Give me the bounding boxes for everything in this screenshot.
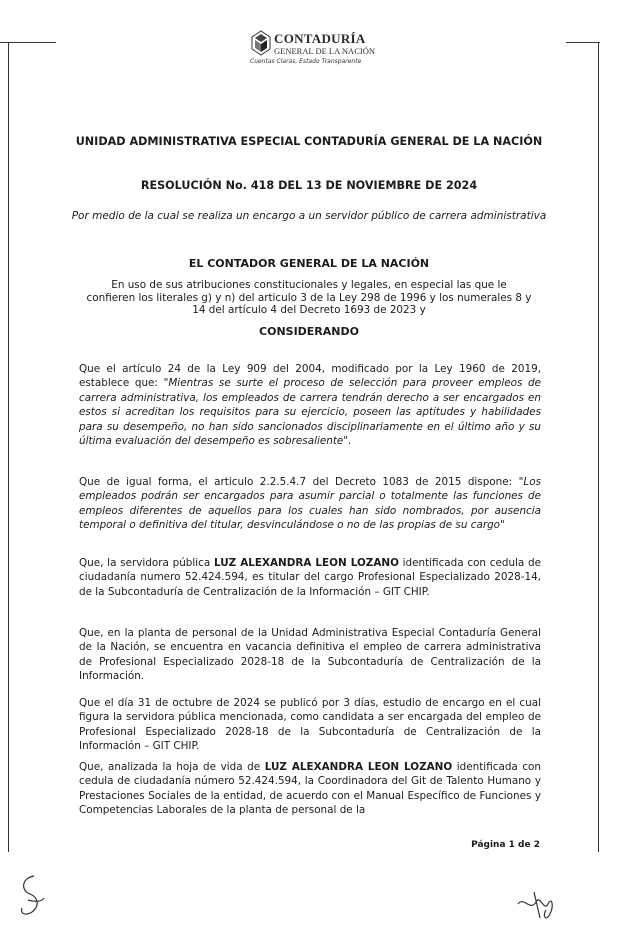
page-number: Página 1 de 2 <box>471 840 540 850</box>
initials-right-signature <box>514 882 560 924</box>
intro-paragraph: En uso de sus atribuciones constitucionales y legales, en especial las que le confieren los literales g) y n) del articulo 3 de la Ley 298 de 1996 y los numerales 8 y 14 del artículo 4 del Decreto 1693 de 2023 y <box>86 279 532 316</box>
paragraph-2-lead: Que de igual forma, el articulo 2.2.5.4.7 del Decreto 1083 de 2015 dispone: <box>79 476 519 488</box>
initials-left-signature <box>14 872 50 920</box>
paragraph-5: Que el día 31 de octubre de 2024 se publicó por 3 días, estudio de encargo en el cual figura la servidora pública mencionada, como candidata a ser encargada del empleo de Profesional Especializado 2028-18 de la Subcontaduría de Centralización de la Información – GIT CHIP. <box>79 697 541 753</box>
frame-line-right <box>598 42 599 852</box>
paragraph-6-b: identificada con cedula de ciudadanía número 52.424.594, la Coordinadora del Git de Talento Humano y Prestaciones Sociales de la entidad, de acuerdo con el Manual Específico de Funciones y Competencias Laborales de la planta de personal de la <box>79 761 541 817</box>
paragraph-1 <box>79 362 541 448</box>
resolution-number: RESOLUCIÓN No. 418 DEL 13 DE NOVIEMBRE DE 2024 <box>140 179 478 192</box>
paragraph-2 <box>79 475 541 533</box>
paragraph-4: Que, en la planta de personal de la Unidad Administrativa Especial Contaduría General de la Nación, se encuentra en vacancia definitiva el empleo de carrera administrativa de Profesional Especializado 2028-18 de la Subcontaduría de Centralización de la Información. <box>79 627 541 683</box>
paragraph-3 <box>79 556 541 599</box>
paragraph-3-a: Que, la servidora pública <box>79 557 214 569</box>
logo-tagline: Cuentas Claras, Estado Transparente <box>250 58 362 65</box>
paragraph-1-quote: "Mientras se surte el proceso de selección para proveer empleos de carrera administrativa, los empleados de carrera tendrán derecho a ser encargados en estos si acreditan los requisitos para su ejercicio, poseen las aptitudes y habilidades para su desempeño, no han sido sancionados disciplinariamente en el último año y su última evaluación del desempeño es sobresaliente". <box>79 377 541 448</box>
resolution-subject: Por medio de la cual se realiza un encargo a un servidor público de carrera administrativa <box>71 210 547 222</box>
signer-role: EL CONTADOR GENERAL DE LA NACIÓN <box>188 257 430 270</box>
paragraph-2-quote: "Los empleados podrán ser encargados para asumir parcial o totalmente las funciones de empleos diferentes de aquellos para los cuales han sido nombrados, por ausencia temporal o definitiva del titular, desvinculándose o no de las propias de su cargo" <box>79 476 541 532</box>
paragraph-6 <box>79 760 541 818</box>
paragraph-3-b: identificada con cedula de ciudadanía numero 52.424.594, es titular del cargo Profesional Especializado 2028-14, de la Subcontaduría de Centralización de la Información – GIT CHIP. <box>79 557 541 598</box>
frame-line-top-right <box>566 42 600 43</box>
paragraph-1-lead: Que el artículo 24 de la Ley 909 del 2004, modificado por la Ley 1960 de 2019, establece que: <box>79 363 541 390</box>
considerando-heading: CONSIDERANDO <box>259 325 359 338</box>
paragraph-6-a: Que, analizada la hoja de vida de <box>79 761 265 773</box>
logo-subtitle: GENERAL DE LA NACIÓN <box>274 46 375 56</box>
logo-name: CONTADURÍA <box>274 31 366 46</box>
frame-line-left <box>8 42 9 852</box>
employee-name-2: LUZ ALEXANDRA LEON LOZANO <box>264 761 453 773</box>
entity-title: UNIDAD ADMINISTRATIVA ESPECIAL CONTADURÍA GENERAL DE LA NACIÓN <box>75 135 543 148</box>
contaduria-logo <box>250 28 390 68</box>
logo-mark-icon <box>250 30 272 56</box>
employee-name: LUZ ALEXANDRA LEON LOZANO <box>213 557 399 569</box>
